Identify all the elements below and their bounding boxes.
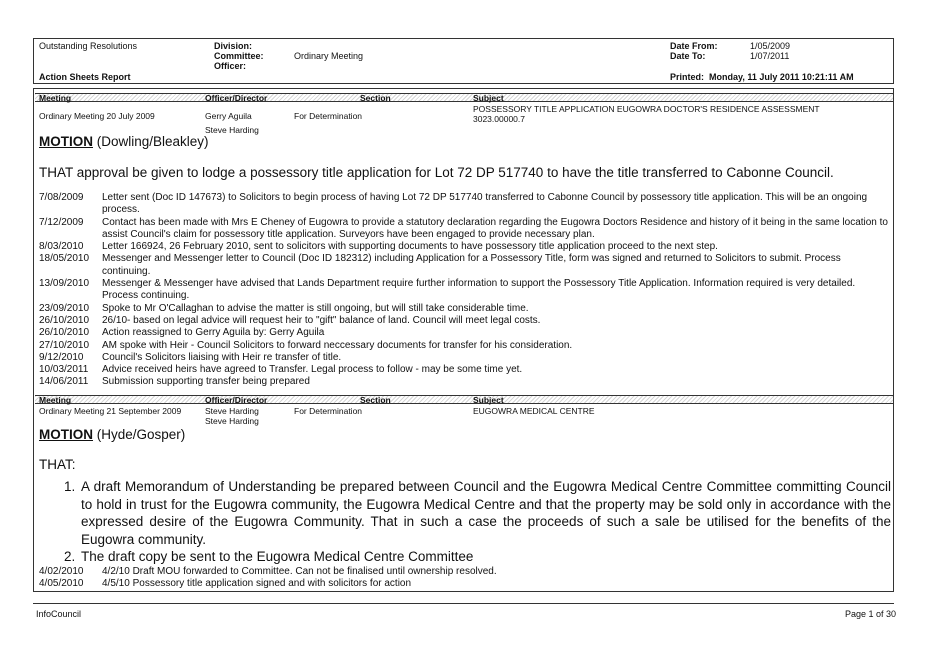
- committee-value: Ordinary Meeting: [294, 51, 364, 61]
- motion-movers: (Hyde/Gosper): [96, 427, 186, 442]
- entry-date: 8/03/2010: [39, 241, 84, 253]
- entry-text: 4/5/10 Possessory title application signed and with solicitors for action: [102, 578, 412, 590]
- entry-date: 26/10/2010: [39, 314, 90, 326]
- motion-heading: [39, 134, 209, 149]
- report-title: Action Sheets Report: [39, 72, 131, 82]
- entry-text: Action reassigned to Gerry Aguila by: Gerry Aguila: [102, 327, 325, 339]
- col-subject: Subject: [473, 93, 504, 103]
- entry-date: 18/05/2010: [39, 253, 90, 265]
- col-meeting: Meeting: [39, 93, 72, 103]
- entry-date: 4/02/2010: [39, 566, 84, 577]
- entry-text: Submission supporting transfer being prepared: [102, 376, 310, 388]
- entry-text: Messenger and Messenger letter to Council (Doc ID 182312) including Application for a Possessory Title, form was signed and returned to Solicitors to submit. Process continuing.: [102, 253, 841, 277]
- entry-date: 14/06/2011: [39, 376, 89, 388]
- col-subject: Subject: [473, 395, 504, 405]
- record-subject: EUGOWRA MEDICAL CENTRE: [473, 406, 595, 416]
- entry-text: Letter sent (Doc ID 147673) to Solicitors to begin process of having Lot 72 DP 517740 transferred to Cabonne Council by possessory title application. This will be an ongoing process.: [102, 192, 868, 216]
- entry-text: Letter 166924, 26 February 2010, sent to solicitors with supporting documents to have possessory title application proceed to the next step.: [102, 241, 718, 253]
- col-section: Section: [360, 395, 391, 405]
- motion-label: MOTION: [39, 427, 93, 442]
- entry-text: AM spoke with Heir - Council Solicitors to forward neccessary documents for transfer for his consideration.: [102, 339, 573, 351]
- entry-date: 26/10/2010: [39, 327, 90, 339]
- entry-text: Contact has been made with Mrs E Cheney of Eugowra to provide a statutory declaration regarding the Eugowra Doctors Residence and history of it being in the same location to assist Council's claim for possessory title application. Surveyors have been engaged to provide necessary plan.: [102, 216, 888, 240]
- action-entry: [39, 303, 891, 315]
- column-header-row: [35, 395, 893, 404]
- record-officer-secondary: Steve Harding: [205, 416, 259, 426]
- record-meeting: Ordinary Meeting 20 July 2009: [39, 111, 155, 121]
- entry-date: 7/08/2009: [39, 192, 84, 203]
- date-to-label: Date To:: [670, 51, 706, 61]
- action-entry: [39, 364, 891, 376]
- record-section: For Determination: [294, 111, 363, 121]
- record-meeting: Ordinary Meeting 21 September 2009: [39, 406, 182, 416]
- record-officer: Gerry Aguila: [205, 111, 252, 121]
- entry-text: Council's Solicitors liaising with Heir re transfer of title.: [102, 351, 342, 363]
- action-log: [39, 566, 891, 591]
- motion-movers: (Dowling/Bleakley): [96, 134, 209, 149]
- entry-text: 26/10- based on legal advice will request heir to "gift" balance of land. Council will meet legal costs.: [102, 314, 541, 326]
- entry-date: 10/03/2011: [39, 364, 89, 376]
- col-meeting: Meeting: [39, 395, 72, 405]
- col-officer: Officer/Director: [205, 395, 268, 405]
- footer-brand: InfoCouncil: [36, 609, 82, 619]
- org-label: Outstanding Resolutions: [39, 41, 138, 51]
- printed-label: Printed:: [670, 72, 705, 82]
- action-entry: [39, 315, 891, 327]
- footer-rule: [33, 603, 894, 604]
- entry-text: 4/2/10 Draft MOU forwarded to Committee. Can not be finalised until ownership resolved.: [102, 566, 497, 577]
- entry-date: 13/09/2010: [39, 278, 90, 290]
- date-to-value: 1/07/2011: [750, 51, 790, 61]
- col-section: Section: [360, 93, 391, 103]
- motion-heading: [39, 427, 185, 442]
- record-officer: Steve Harding: [205, 406, 259, 416]
- entry-date: 7/12/2009: [39, 216, 84, 228]
- resolution-text: THAT approval be given to lodge a possessory title application for Lot 72 DP 517740 to have the title transferred to Cabonne Council.: [39, 165, 834, 180]
- action-log: [39, 192, 891, 389]
- entry-text: Advice received heirs have agreed to Transfer. Legal process to follow - may be some time yet.: [102, 364, 523, 376]
- entry-date: 4/05/2010: [39, 578, 84, 590]
- record-subject-ref: 3023.00000.7: [473, 114, 525, 124]
- col-officer: Officer/Director: [205, 93, 268, 103]
- action-entry: [39, 192, 891, 217]
- action-entry: [39, 340, 891, 352]
- action-entry: [39, 253, 891, 278]
- date-from-label: Date From:: [670, 41, 718, 51]
- division-label: Division:: [214, 41, 253, 51]
- entry-date: 27/10/2010: [39, 339, 90, 351]
- entry-text: Spoke to Mr O'Callaghan to advise the matter is still ongoing, but will still take considerable time.: [102, 302, 529, 314]
- resolution-item: 2. The draft copy be sent to the Eugowra Medical Centre Committee: [79, 548, 891, 566]
- action-entry: [39, 566, 891, 578]
- action-entry: [39, 241, 891, 253]
- action-entry: [39, 352, 891, 364]
- page-number: Page 1 of 30: [845, 609, 897, 619]
- printed-value: Monday, 11 July 2011 10:21:11 AM: [709, 72, 854, 82]
- motion-label: MOTION: [39, 134, 93, 149]
- action-entry: [39, 327, 891, 339]
- date-from-value: 1/05/2009: [750, 41, 791, 51]
- action-entry: [39, 376, 891, 388]
- entry-date: 23/09/2010: [39, 302, 90, 314]
- column-header-row: [35, 93, 893, 102]
- record-section: For Determination: [294, 406, 363, 416]
- action-entry: [39, 217, 891, 242]
- action-entry: [39, 278, 891, 303]
- resolution-intro: THAT:: [39, 457, 76, 472]
- resolution-items: [39, 478, 891, 566]
- entry-date: 9/12/2010: [39, 351, 84, 363]
- record-subject: POSSESSORY TITLE APPLICATION EUGOWRA DOCTOR'S RESIDENCE ASSESSMENT: [473, 104, 820, 114]
- record-officer-secondary: Steve Harding: [205, 125, 259, 135]
- committee-label: Committee:: [214, 51, 264, 61]
- officer-label: Officer:: [214, 61, 247, 71]
- entry-text: Messenger & Messenger have advised that Lands Department require further information to support the Possessory Title Application. Information required is very detailed. Process continuing.: [102, 278, 856, 302]
- action-entry: [39, 578, 891, 590]
- resolution-item: 1. A draft Memorandum of Understanding be prepared between Council and the Eugowra Medical Centre Committee committing Council to hold in trust for the Eugowra community, the Eugowra Medical Centre and that the property may be sold only in accordance with the expressed desire of the Eugowra Community. That in such a case the proceeds of such a sale be utilised for the benefits of the Eugowra community.: [79, 478, 891, 548]
